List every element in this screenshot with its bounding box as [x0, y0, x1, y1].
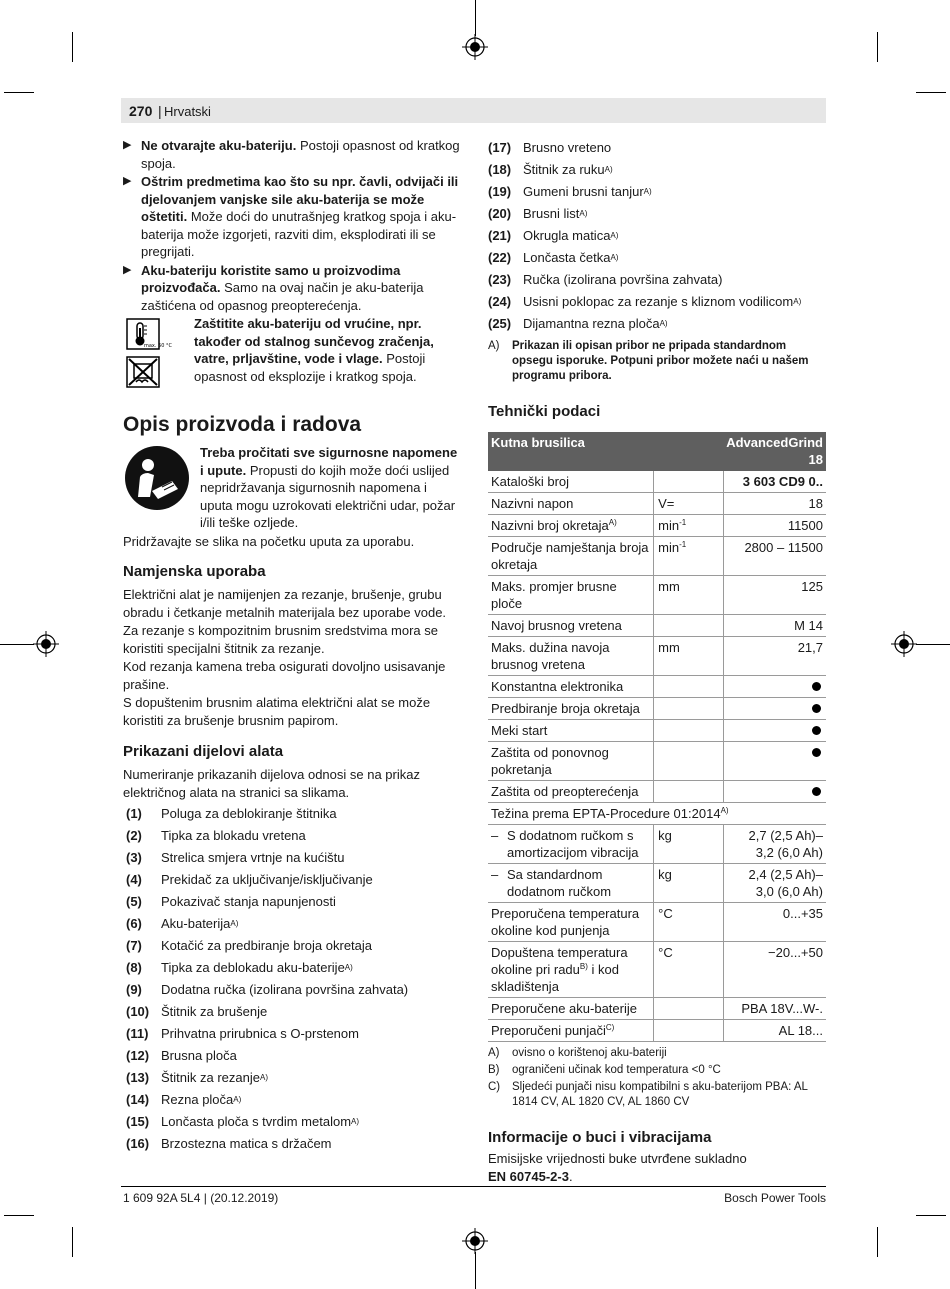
component-item: (24) Usisni poklopac za rezanje s kliznom vodilicom A): [488, 294, 802, 310]
component-item: [126, 869, 463, 891]
table-cell-label-text: Dopuštena temperatura okoline pri radu: [491, 945, 628, 977]
table-row: [488, 903, 826, 942]
table-cell-unit: [654, 698, 724, 720]
table-cell-unit: [654, 720, 724, 742]
component-item: [126, 979, 463, 1001]
component-item: [488, 269, 828, 291]
component-number: (13): [126, 1070, 150, 1086]
table-cell-value: [723, 676, 826, 698]
component-number: (23): [488, 272, 512, 288]
table-row: [488, 720, 826, 742]
component-label: Dodatna ručka (izolirana površina zahvata): [161, 982, 409, 998]
table-cell-label: [488, 537, 654, 576]
table-row: [488, 493, 826, 515]
component-number: (6): [126, 916, 142, 932]
no-fire-water-icon: [126, 356, 160, 388]
component-number: (12): [126, 1048, 150, 1064]
table-row: [488, 471, 826, 493]
component-number: (11): [126, 1026, 149, 1042]
component-item: (15) Lončasta ploča s tvrdim metalom A): [126, 1114, 360, 1130]
component-label: Poluga za deblokiranje štitnika: [161, 806, 337, 822]
unit-exponent: -1: [679, 540, 687, 549]
footnote-ref: C): [605, 1023, 615, 1032]
table-row: [488, 942, 826, 998]
filled-dot-icon: [812, 748, 821, 757]
component-item: [126, 1133, 463, 1155]
components-intro: Numeriranje prikazanih dijelova odnosi se na prikaz električnog alata na stranici sa slikama.: [123, 767, 420, 800]
heat-warning-text: [194, 315, 464, 385]
component-number: (19): [488, 184, 512, 200]
noise-standard: EN 60745-2-3: [488, 1168, 569, 1184]
bullet-text: Može doći do unutrašnjeg kratkog spoja i aku-baterija može izgorjeti, razviti dim, eksplodirati ili se pregrijati.: [141, 209, 457, 259]
pictures-note: Pridržavajte se slika na početku uputa za uporabu.: [123, 533, 415, 549]
component-number: (2): [126, 828, 142, 844]
table-cell-value: [723, 781, 826, 803]
component-number: (3): [126, 850, 142, 866]
crop-mark: [916, 1215, 946, 1216]
component-label: Brusno vreteno: [523, 140, 612, 156]
dash-mark: –: [491, 828, 499, 843]
noise-heading: Informacije o buci i vibracijama: [488, 1129, 712, 1146]
page-number-text: 270: [129, 103, 153, 119]
table-cell-unit: [654, 903, 724, 942]
table-cell-label: [488, 637, 654, 676]
table-cell-label: [488, 825, 654, 864]
component-label: Lončasta ploča s tvrdim metalom: [161, 1114, 352, 1130]
table-cell-value: [723, 942, 826, 998]
table-row: [488, 803, 826, 825]
table-header-label: Kutna brusilica: [488, 432, 723, 471]
tech-footnote: [488, 1080, 828, 1110]
heat-warning-bold: Zaštitite aku-bateriju od vrućine, npr. također od stalnog sunčevog zračenja, vatre, prljavštine, vode i vlage.: [194, 316, 434, 366]
unit-text: °C: [658, 945, 673, 960]
components-heading: Prikazani dijelovi alata: [123, 743, 284, 760]
table-cell-unit: [654, 676, 724, 698]
table-cell-unit: [654, 471, 724, 493]
table-cell-value: [723, 615, 826, 637]
table-row: [488, 742, 826, 781]
safety-note-text: [200, 444, 463, 532]
footnote-text: ovisno o korištenoj aku-bateriji: [512, 1047, 667, 1059]
table-cell-label: [488, 515, 654, 537]
table-cell-unit: [654, 576, 724, 615]
header-separator: |: [158, 103, 162, 119]
table-cell-label-text: Nazivni napon: [491, 496, 574, 511]
table-cell-label: [488, 720, 654, 742]
footer-doc-id: 1 609 92A 5L4 | (20.12.2019): [123, 1191, 279, 1205]
unit-exponent: -1: [679, 518, 687, 527]
component-item: (6) Aku-baterija A): [126, 916, 239, 932]
safety-note-normal: Propusti do kojih može doći uslijed nepridržavanja sigurnosnih napomena i uputa mogu uzrokovati električni udar, požar i/ili teške ozljede.: [200, 462, 456, 530]
registration-mark-icon: [33, 631, 59, 657]
component-number: (15): [126, 1114, 150, 1130]
component-list: [126, 803, 463, 1155]
component-label: Aku-baterija: [161, 916, 231, 932]
component-item: [126, 891, 463, 913]
table-cell-label: [488, 493, 654, 515]
accessory-footnote: [488, 339, 828, 384]
footnote-key: A): [488, 340, 500, 352]
tech-footnote: [488, 1063, 828, 1078]
registration-mark-icon: [462, 1228, 488, 1254]
value-text: 3 603 CD9 0..: [742, 474, 823, 489]
unit-text: mm: [658, 640, 680, 655]
section-language: Hrvatski: [164, 104, 211, 119]
unit-text: kg: [658, 828, 672, 843]
table-cell-value: [723, 1020, 826, 1042]
intended-use-paragraph: Kod rezanja kamena treba osigurati dovoljno usisavanje prašine.: [123, 659, 446, 692]
component-number: (14): [126, 1092, 150, 1108]
table-cell-label: [488, 742, 654, 781]
table-cell-unit: [654, 615, 724, 637]
intended-use-paragraph: Električni alat je namijenjen za rezanje, brušenje, grubu obradu i četkanje metalnih materijala bez uporabe vode.: [123, 587, 447, 620]
component-item: (21) Okrugla matica A): [488, 228, 619, 244]
unit-text: mm: [658, 579, 680, 594]
table-cell-unit: [654, 864, 724, 903]
heat-warning-block: [123, 316, 463, 386]
footnote-key: A): [488, 1047, 500, 1059]
table-cell-value: [723, 742, 826, 781]
noise-text: [488, 1150, 828, 1185]
tech-footnotes: [488, 1046, 828, 1110]
component-number: (7): [126, 938, 142, 954]
table-row: [488, 515, 826, 537]
bullet-text: Samo na ovaj način je aku-baterija zaštićena od opasnog preopterećenja.: [141, 280, 424, 313]
table-cell-label-text: Zaštita od ponovnog pokretanja: [491, 745, 609, 777]
unit-text: min: [658, 518, 680, 533]
component-item: (20) Brusni list A): [488, 206, 588, 222]
component-label: Brusni list: [523, 206, 580, 222]
footnote-text: Sljedeći punjači nisu kompatibilni s aku-baterijom PBA: AL 1814 CV, AL 1820 CV, AL 1860 CV: [512, 1081, 808, 1108]
footnote-ref: A): [720, 806, 729, 815]
component-item: (8) Tipka za deblokadu aku-baterije A): [126, 960, 353, 976]
table-cell-label: [488, 903, 654, 942]
unit-text: kg: [658, 867, 672, 882]
table-cell-label-text: Zaštita od preopterećenja: [491, 784, 639, 799]
component-label: Brusna ploča: [161, 1048, 237, 1064]
component-label: Tipka za deblokadu aku-baterije: [161, 960, 345, 976]
thermometer-icon: [126, 318, 173, 350]
table-cell-unit: [654, 637, 724, 676]
table-cell-label: [488, 864, 654, 903]
crop-mark: [877, 32, 878, 62]
table-row: [488, 998, 826, 1020]
component-item: (19) Gumeni brusni tanjur A): [488, 184, 652, 200]
arrow-right-icon: ▶: [123, 175, 132, 187]
value-text: 2,4 (2,5 Ah)– 3,0 (6,0 Ah): [748, 867, 823, 899]
registration-mark-icon: [462, 34, 488, 60]
table-cell-label: [488, 781, 654, 803]
component-number: (24): [488, 294, 512, 310]
intended-use-paragraph: Za rezanje s kompozitnim brusnim sredstvima mora se koristiti specijalni štitnik za rezanje.: [123, 623, 438, 656]
safety-note-bold: Treba pročitati sve sigurnosne napomene i upute.: [200, 445, 458, 478]
tech-data-table: [488, 432, 826, 1042]
table-cell-label: [488, 471, 654, 493]
component-label: Štitnik za rezanje: [161, 1070, 260, 1086]
registration-mark-icon: [891, 631, 917, 657]
footnote-ref: A): [608, 518, 617, 527]
component-number: (5): [126, 894, 142, 910]
value-text: 2,7 (2,5 Ah)– 3,2 (6,0 Ah): [748, 828, 823, 860]
table-cell-value: [723, 576, 826, 615]
table-row: [488, 781, 826, 803]
table-cell-value: [723, 864, 826, 903]
table-row: [488, 576, 826, 615]
read-manual-icon: [124, 445, 190, 511]
table-cell-label-text: Meki start: [491, 723, 548, 738]
component-item: (13) Štitnik za rezanje A): [126, 1070, 268, 1086]
table-cell-label-text: Preporučeni punjači: [491, 1023, 606, 1038]
safety-bullet: [123, 262, 463, 315]
component-number: (16): [126, 1136, 150, 1152]
table-cell-label: [488, 803, 826, 825]
safety-bullet-list: [123, 137, 463, 314]
section-heading: Opis proizvoda i radova: [123, 413, 362, 436]
footnote-key: C): [488, 1081, 501, 1093]
component-label: Štitnik za brušenje: [161, 1004, 268, 1020]
intended-use-paragraph: S dopuštenim brusnim alatima električni alat se može koristiti za brušenje brusnim papirom.: [123, 695, 431, 728]
table-row: [488, 537, 826, 576]
table-cell-unit: [654, 742, 724, 781]
table-row: [488, 676, 826, 698]
table-cell-value: [723, 493, 826, 515]
value-text: 11500: [787, 518, 823, 533]
footer-brand: Bosch Power Tools: [724, 1191, 826, 1205]
component-label: Štitnik za ruku: [523, 162, 605, 178]
table-cell-label-text: Maks. dužina navoja brusnog vretena: [491, 640, 610, 672]
component-label: Prihvatna prirubnica s O-prstenom: [161, 1026, 359, 1042]
tech-footnote: [488, 1046, 828, 1061]
value-text: AL 18...: [778, 1023, 823, 1038]
table-cell-value: [723, 720, 826, 742]
table-cell-value: [723, 998, 826, 1020]
heat-warning-normal: Postoji opasnost od eksplozije i kratkog spoja.: [194, 351, 426, 384]
table-cell-label-text: Nazivni broj okretaja: [491, 518, 609, 533]
table-cell-value: [723, 471, 826, 493]
thermometer-icon-label: max. 50 °C: [144, 343, 173, 349]
table-row: [488, 698, 826, 720]
value-text: 125: [801, 579, 823, 594]
filled-dot-icon: [812, 682, 821, 691]
component-label: Gumeni brusni tanjur: [523, 184, 644, 200]
component-list-continued: [488, 137, 828, 335]
component-item: (18) Štitnik za ruku A): [488, 162, 613, 178]
page-number: [129, 103, 152, 119]
tech-data-heading: Tehnički podaci: [488, 403, 601, 420]
table-cell-label-text: Predbiranje broja okretaja: [491, 701, 640, 716]
crop-mark: [916, 644, 950, 645]
left-column: [123, 137, 463, 1155]
component-number: (17): [488, 140, 512, 156]
noise-text-normal: Emisijske vrijednosti buke utvrđene sukladno: [488, 1151, 747, 1166]
dash-mark: –: [491, 867, 499, 882]
component-number: (10): [126, 1004, 150, 1020]
footnote-text: ograničeni učinak kod temperatura <0 °C: [512, 1064, 721, 1076]
table-cell-label-text: Težina prema EPTA-Procedure 01:2014: [491, 806, 721, 821]
filled-dot-icon: [812, 704, 821, 713]
value-text: 21,7: [797, 640, 823, 655]
crop-mark: [475, 1252, 476, 1289]
value-text: −20...+50: [768, 945, 823, 960]
crop-mark: [72, 32, 73, 62]
table-cell-value: [723, 537, 826, 576]
table-cell-unit: [654, 998, 724, 1020]
table-row: [488, 1020, 826, 1042]
right-column: [488, 137, 828, 1185]
table-row: [488, 615, 826, 637]
component-number: (25): [488, 316, 512, 332]
component-item: [126, 1023, 463, 1045]
unit-text: °C: [658, 906, 673, 921]
component-label: Strelica smjera vrtnje na kućištu: [161, 850, 345, 866]
table-cell-value: [723, 637, 826, 676]
component-label: Lončasta četka: [523, 250, 611, 266]
table-cell-unit: [654, 1020, 724, 1042]
component-item: (22) Lončasta četka A): [488, 250, 619, 266]
component-item: (25) Dijamantna rezna ploča A): [488, 316, 668, 332]
table-cell-label-text: Sa standardnom dodatnom ručkom: [507, 867, 612, 899]
table-cell-label: [488, 576, 654, 615]
table-cell-label-text: Navoj brusnog vretena: [491, 618, 622, 633]
component-label: Ručka (izolirana površina zahvata): [523, 272, 723, 288]
component-item: [126, 1045, 463, 1067]
component-item: (14) Rezna ploča A): [126, 1092, 242, 1108]
footer-rule: [121, 1186, 826, 1187]
table-cell-label-text: Maks. promjer brusne ploče: [491, 579, 617, 611]
table-cell-unit: [654, 515, 724, 537]
value-text: 0...+35: [782, 906, 823, 921]
table-cell-label: [488, 698, 654, 720]
table-cell-label-text: Područje namještanja broja okretaja: [491, 540, 649, 572]
table-row: [488, 864, 826, 903]
value-text: PBA 18V...W-.: [741, 1001, 823, 1016]
component-label: Kotačić za predbiranje broja okretaja: [161, 938, 373, 954]
table-row: [488, 825, 826, 864]
safety-bullet: [123, 137, 463, 172]
table-cell-label: [488, 1020, 654, 1042]
unit-text: V=: [658, 496, 675, 511]
component-label: Rezna ploča: [161, 1092, 234, 1108]
crop-mark: [916, 92, 946, 93]
footnote-key: B): [488, 1064, 500, 1076]
table-cell-unit: [654, 537, 724, 576]
footnote-ref: B): [579, 962, 588, 971]
crop-mark: [877, 1227, 878, 1257]
component-label: Dijamantna rezna ploča: [523, 316, 660, 332]
table-cell-label: [488, 942, 654, 998]
table-header-row: [488, 432, 826, 471]
intended-use-heading: Namjenska uporaba: [123, 563, 266, 580]
page-header-bar: [121, 98, 826, 123]
table-cell-label-text: Preporučena temperatura okoline kod punjenja: [491, 906, 640, 938]
value-text: 18: [808, 496, 823, 511]
component-item: [126, 803, 463, 825]
component-number: (9): [126, 982, 142, 998]
arrow-right-icon: ▶: [123, 263, 132, 276]
table-cell-label-text: Preporučene aku-baterije: [491, 1001, 637, 1016]
table-cell-label: [488, 998, 654, 1020]
footnote-text: Prikazan ili opisan pribor ne pripada standardnom opsegu isporuke. Potpuni pribor možete naći u našem programu pribora.: [512, 340, 809, 382]
unit-text: min: [658, 540, 680, 555]
arrow-right-icon: ▶: [123, 139, 132, 151]
bullet-bold: Aku-bateriju koristite samo u proizvodima proizvođača.: [141, 262, 401, 295]
filled-dot-icon: [812, 787, 821, 796]
crop-mark: [0, 644, 34, 645]
table-cell-value: [723, 825, 826, 864]
component-item: [126, 825, 463, 847]
component-item: [126, 1001, 463, 1023]
table-cell-label: [488, 615, 654, 637]
table-cell-label-text: Kataloški broj: [491, 474, 570, 489]
component-number: (21): [488, 228, 512, 244]
component-number: (22): [488, 250, 512, 266]
filled-dot-icon: [812, 726, 821, 735]
bullet-text: Postoji opasnost od kratkog spoja.: [141, 138, 460, 171]
component-label: Brzostezna matica s držačem: [161, 1136, 332, 1152]
table-cell-value: [723, 515, 826, 537]
component-label: Tipka za blokadu vretena: [161, 828, 306, 844]
component-item: [126, 935, 463, 957]
table-cell-unit: [654, 942, 724, 998]
crop-mark: [4, 92, 34, 93]
safety-bullet: [123, 173, 463, 261]
component-number: (20): [488, 206, 512, 222]
crop-mark: [4, 1215, 34, 1216]
table-cell-value: [723, 698, 826, 720]
crop-mark: [72, 1227, 73, 1257]
component-label: Pokazivač stanja napunjenosti: [161, 894, 336, 910]
table-cell-unit: [654, 493, 724, 515]
table-cell-label-text: Konstantna elektronika: [491, 679, 624, 694]
table-cell-value: [723, 903, 826, 942]
component-item: [126, 847, 463, 869]
table-cell-unit: [654, 781, 724, 803]
component-label: Usisni poklopac za rezanje s kliznom vodilicom: [523, 294, 794, 310]
component-number: (1): [126, 806, 142, 822]
value-text: M 14: [794, 618, 823, 633]
crop-mark: [475, 0, 476, 36]
component-number: (4): [126, 872, 142, 888]
noise-end: .: [568, 1168, 573, 1184]
table-row: [488, 637, 826, 676]
table-cell-label-tail: i kod skladištenja: [491, 962, 619, 994]
component-number: (18): [488, 162, 512, 178]
intended-use-text: [123, 586, 463, 729]
bullet-bold: Ne otvarajte aku-bateriju.: [141, 138, 297, 153]
table-cell-label: [488, 676, 654, 698]
component-number: (8): [126, 960, 142, 976]
bullet-bold: Oštrim predmetima kao što su npr. čavli, odvijači ili djelovanjem vanjske sile aku-baterija se može oštetiti.: [141, 174, 459, 224]
value-text: 2800 – 11500: [744, 540, 823, 555]
component-label: Okrugla matica: [523, 228, 611, 244]
component-item: [488, 137, 828, 159]
table-cell-label-text: S dodatnom ručkom s amortizacijom vibracija: [507, 828, 639, 860]
safety-note-block: [123, 444, 463, 532]
table-header-model: AdvancedGrind 18: [723, 432, 826, 471]
component-label: Prekidač za uključivanje/isključivanje: [161, 872, 373, 888]
table-cell-unit: [654, 825, 724, 864]
